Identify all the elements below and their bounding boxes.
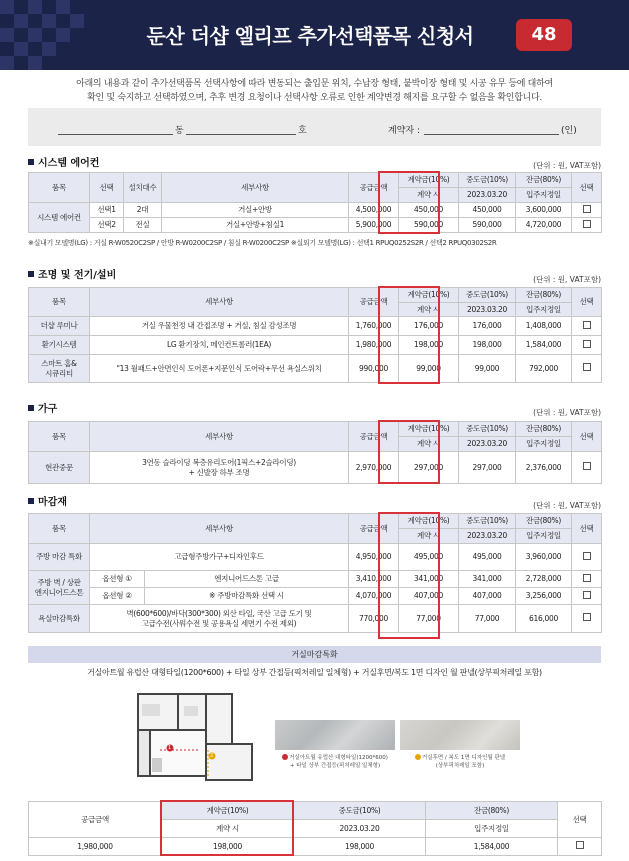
select-checkbox[interactable]: [583, 552, 591, 560]
red-marker-icon: [282, 754, 288, 760]
deposit-cell: 77,000: [399, 605, 459, 633]
table-row: [29, 588, 602, 605]
middle-cell: 77,000: [459, 605, 516, 633]
item-label: 주방 마감 특화: [29, 544, 90, 571]
deposit-cell: 198,000: [399, 336, 459, 355]
supply-cell: 4,950,000: [349, 544, 399, 571]
middle-cell: 198,000: [459, 336, 516, 355]
header-banner: [0, 0, 629, 70]
supply-cell: 4,070,000: [349, 588, 399, 605]
col-detail: 세부사항: [90, 514, 349, 544]
unit-note: (단위 : 원, VAT포함): [533, 275, 601, 284]
balance-cell: 1,584,000: [516, 336, 572, 355]
col-qty: 설치대수: [124, 173, 162, 203]
col-deposit: 계약금(10%): [399, 514, 459, 529]
col-middle-sub: 2023.03.20: [459, 529, 516, 544]
select-checkbox[interactable]: [583, 591, 591, 599]
col-deposit: 계약금(10%): [399, 173, 459, 188]
col-deposit-sub: 계약 시: [399, 437, 459, 452]
panel-swatch-image: [400, 720, 520, 750]
col-balance-sub: 입주지정일: [516, 188, 572, 203]
col-balance: 잔금(80%): [516, 288, 572, 303]
table-row: [29, 605, 602, 633]
deposit-cell: 495,000: [399, 544, 459, 571]
col-balance-sub: 입주지정일: [426, 820, 558, 838]
supply-cell: 3,410,000: [349, 571, 399, 588]
balance-cell: 3,600,000: [516, 203, 572, 218]
select-checkbox[interactable]: [583, 205, 591, 213]
intro-line-2: 확인 및 숙지하고 선택하였으며, 추후 변경 요청이나 선택사항 오류로 인한 계약변경 해지를 요구할 수 없음을 확인합니다.: [87, 93, 542, 103]
living-section-bar: 거실마감특화: [28, 646, 601, 663]
col-item: 품목: [29, 514, 90, 544]
lighting-table: [28, 287, 602, 383]
select-checkbox[interactable]: [583, 613, 591, 621]
col-middle: 중도금(10%): [459, 422, 516, 437]
qty-cell: 2대: [124, 203, 162, 218]
intro-text: [30, 77, 599, 105]
balance-cell: 792,000: [516, 355, 572, 383]
deposit-cell: 450,000: [399, 203, 459, 218]
col-deposit-sub: 계약 시: [399, 303, 459, 317]
col-middle-sub: 2023.03.20: [294, 820, 426, 838]
middle-cell: 450,000: [459, 203, 516, 218]
detail-cell: 고급형주방가구+디자인후드: [90, 544, 349, 571]
deposit-cell: 341,000: [399, 571, 459, 588]
col-item: 품목: [29, 173, 90, 203]
tile-swatch-image: [275, 720, 395, 750]
balance-cell: 1,408,000: [516, 317, 572, 336]
supply-cell: 1,980,000: [29, 838, 162, 856]
deposit-cell: 198,000: [162, 838, 294, 856]
col-balance: 잔금(80%): [426, 802, 558, 820]
ho-label: 호: [298, 126, 307, 136]
floor-plan-image: [130, 690, 260, 790]
table-row: [29, 355, 602, 383]
item-label: 스마트 홈& 시큐리티: [29, 355, 90, 383]
balance-cell: 3,256,000: [516, 588, 572, 605]
middle-cell: 341,000: [459, 571, 516, 588]
col-deposit-sub: 계약 시: [162, 820, 294, 838]
detail-cell: 거실 우물천정 내 간접조명 + 거실, 침실 감성조명: [90, 317, 349, 336]
item-label: 현관중문: [29, 452, 90, 484]
deposit-cell: 297,000: [399, 452, 459, 484]
deposit-cell: 407,000: [399, 588, 459, 605]
section-title-finish: 마감재: [28, 493, 67, 508]
item-label: 주방 벽 / 상판 엔지니어드스톤: [29, 571, 90, 605]
unit-note: (단위 : 원, VAT포함): [533, 501, 601, 510]
intro-line-1: 아래의 내용과 같이 추가선택품목 선택사항에 따라 변동되는 출입문 위치, 수납장 형태, 붙박이장 형태 및 시공 유무 등에 대하여: [76, 79, 553, 89]
select-checkbox[interactable]: [583, 363, 591, 371]
select-checkbox[interactable]: [583, 340, 591, 348]
ho-input-line[interactable]: [186, 134, 296, 135]
col-middle: 중도금(10%): [459, 173, 516, 188]
detail-cell: LG 환기장치, 메인컨트롤러(1EA): [90, 336, 349, 355]
select-checkbox[interactable]: [583, 321, 591, 329]
plan-badge-2: 2: [210, 753, 214, 759]
col-detail: 세부사항: [90, 288, 349, 317]
col-deposit: 계약금(10%): [399, 288, 459, 303]
col-middle: 중도금(10%): [459, 514, 516, 529]
deposit-cell: 590,000: [399, 218, 459, 233]
signature-box: [28, 108, 601, 146]
detail-cell: 거실+안방: [162, 203, 349, 218]
panel-caption: [400, 754, 520, 770]
table-row: [29, 452, 602, 484]
seal-label: (인): [561, 126, 577, 136]
col-deposit-sub: 계약 시: [399, 529, 459, 544]
middle-cell: 407,000: [459, 588, 516, 605]
yellow-marker-icon: [415, 754, 421, 760]
contractor-input-line[interactable]: [424, 134, 559, 135]
col-deposit-sub: 계약 시: [399, 188, 459, 203]
col-supply: 공급금액: [349, 514, 399, 544]
supply-cell: 5,900,000: [349, 218, 399, 233]
col-balance-sub: 입주지정일: [516, 303, 572, 317]
qty-cell: 전실: [124, 218, 162, 233]
detail-cell: ※ 주방마감특화 선택 시: [145, 588, 349, 605]
balance-cell: 3,960,000: [516, 544, 572, 571]
detail-cell: 엔지니어드스톤 고급: [145, 571, 349, 588]
col-detail: 세부사항: [90, 422, 349, 452]
select-checkbox[interactable]: [583, 220, 591, 228]
supply-cell: 1,760,000: [349, 317, 399, 336]
section-title-lighting: 조명 및 전기/설비: [28, 266, 116, 281]
col-item: 품목: [29, 422, 90, 452]
middle-cell: 297,000: [459, 452, 516, 484]
detail-cell: "13 월패드+안면인식 도어폰+지문인식 도어락+무선 욕실스위치: [90, 355, 349, 383]
col-balance-sub: 입주지정일: [516, 437, 572, 452]
middle-cell: 99,000: [459, 355, 516, 383]
option-cell: 선택1: [90, 203, 124, 218]
supply-cell: 4,500,000: [349, 203, 399, 218]
col-balance: 잔금(80%): [516, 422, 572, 437]
deposit-cell: 99,000: [399, 355, 459, 383]
col-select: 선택: [572, 288, 602, 317]
unit-note: (단위 : 원, VAT포함): [533, 408, 601, 417]
col-balance: 잔금(80%): [516, 514, 572, 529]
col-select: 선택: [558, 802, 602, 838]
col-deposit: 계약금(10%): [162, 802, 294, 820]
balance-cell: 4,720,000: [516, 218, 572, 233]
col-detail: 세부사항: [162, 173, 349, 203]
section-title-furniture: 가구: [28, 400, 57, 415]
item-label: 환기시스템: [29, 336, 90, 355]
balance-cell: 2,376,000: [516, 452, 572, 484]
balance-cell: 2,728,000: [516, 571, 572, 588]
col-supply: 공급금액: [349, 422, 399, 452]
living-description: 거실아트월 유럽산 대형타일(1200*600) + 타일 상부 간접등(픽처레일 일체형) + 거실후면/복도 1면 디자인 월 판넬(상부픽처레일 포함): [87, 668, 542, 677]
tile-caption: [275, 754, 395, 770]
col-middle: 중도금(10%): [294, 802, 426, 820]
middle-cell: 176,000: [459, 317, 516, 336]
col-option: 선택: [90, 173, 124, 203]
panel-caption-text: 거실후면 / 복도 1면 디자인월 판넬 (상부픽처레일 포함): [421, 755, 506, 769]
col-middle-sub: 2023.03.20: [459, 303, 516, 317]
middle-cell: 495,000: [459, 544, 516, 571]
item-label: 더샵 루미나: [29, 317, 90, 336]
col-balance: 잔금(80%): [516, 173, 572, 188]
supply-cell: 990,000: [349, 355, 399, 383]
deposit-cell: 176,000: [399, 317, 459, 336]
tile-caption-text: 거실아트월 유럽산 대형타일(1200*600) + 타일 상부 간접등(픽처레일 일체형): [289, 755, 388, 769]
table-row: [29, 571, 602, 588]
table-row: [29, 544, 602, 571]
aircon-table: [28, 172, 602, 233]
supply-cell: 1,980,000: [349, 336, 399, 355]
table-row: [29, 336, 602, 355]
col-select: 선택: [572, 173, 602, 203]
select-checkbox[interactable]: [583, 462, 591, 470]
section-title-aircon: 시스템 에어컨: [28, 154, 99, 169]
supply-cell: 2,970,000: [349, 452, 399, 484]
col-supply: 공급금액: [29, 802, 162, 838]
page-number-badge: 48: [516, 19, 572, 51]
finish-table: [28, 513, 602, 633]
col-select: 선택: [572, 514, 602, 544]
dong-input-line[interactable]: [58, 134, 173, 135]
select-checkbox[interactable]: [576, 841, 584, 849]
col-middle-sub: 2023.03.20: [459, 437, 516, 452]
col-deposit: 계약금(10%): [399, 422, 459, 437]
col-middle-sub: 2023.03.20: [459, 188, 516, 203]
furniture-table: [28, 421, 602, 484]
option-cell: 옵션형 ①: [90, 571, 145, 588]
detail-cell: 벽(600*600)/바닥(300*300) 외산 타일, 국산 고급 도기 및 고급수전(사워수전 및 공용욕실 세면기 수전 제외): [90, 605, 349, 633]
col-supply: 공급금액: [349, 288, 399, 317]
table-row: [29, 317, 602, 336]
contractor-label: 계약자 :: [388, 126, 420, 136]
col-balance-sub: 입주지정일: [516, 529, 572, 544]
table-row: [29, 203, 602, 218]
table-row: [29, 838, 602, 856]
supply-cell: 770,000: [349, 605, 399, 633]
dong-label: 동: [175, 126, 184, 136]
item-label: 욕실마감특화: [29, 605, 90, 633]
col-middle: 중도금(10%): [459, 288, 516, 303]
balance-cell: 616,000: [516, 605, 572, 633]
middle-cell: 590,000: [459, 218, 516, 233]
col-item: 품목: [29, 288, 90, 317]
detail-cell: 거실+안방+침실1: [162, 218, 349, 233]
living-price-table: [28, 801, 602, 856]
balance-cell: 1,584,000: [426, 838, 558, 856]
select-checkbox[interactable]: [583, 574, 591, 582]
middle-cell: 198,000: [294, 838, 426, 856]
option-cell: 옵션형 ②: [90, 588, 145, 605]
aircon-model-note: ※실내기 모델명(LG) : 거실 R-W0520C2SP / 안방 R-W0200C2SP / 침실 R-W0200C2SP ※실외기 모델명(LG) : 선택1 RPUQ0252S2R / 선택2 RPUQ0302S2R: [28, 239, 497, 247]
col-supply: 공급금액: [349, 173, 399, 203]
page-title: 둔산 더샵 엘리프 추가선택품목 신청서: [146, 24, 474, 48]
table-row: [29, 218, 602, 233]
detail-cell: 3연동 슬라이딩 복층유리도어(1픽스+2슬라이딩) + 신발장 하부 조명: [90, 452, 349, 484]
plan-badge-1: 1: [168, 745, 172, 751]
col-select: 선택: [572, 422, 602, 452]
unit-note: (단위 : 원, VAT포함): [533, 161, 601, 170]
item-label: 시스템 에어컨: [29, 203, 90, 233]
option-cell: 선택2: [90, 218, 124, 233]
